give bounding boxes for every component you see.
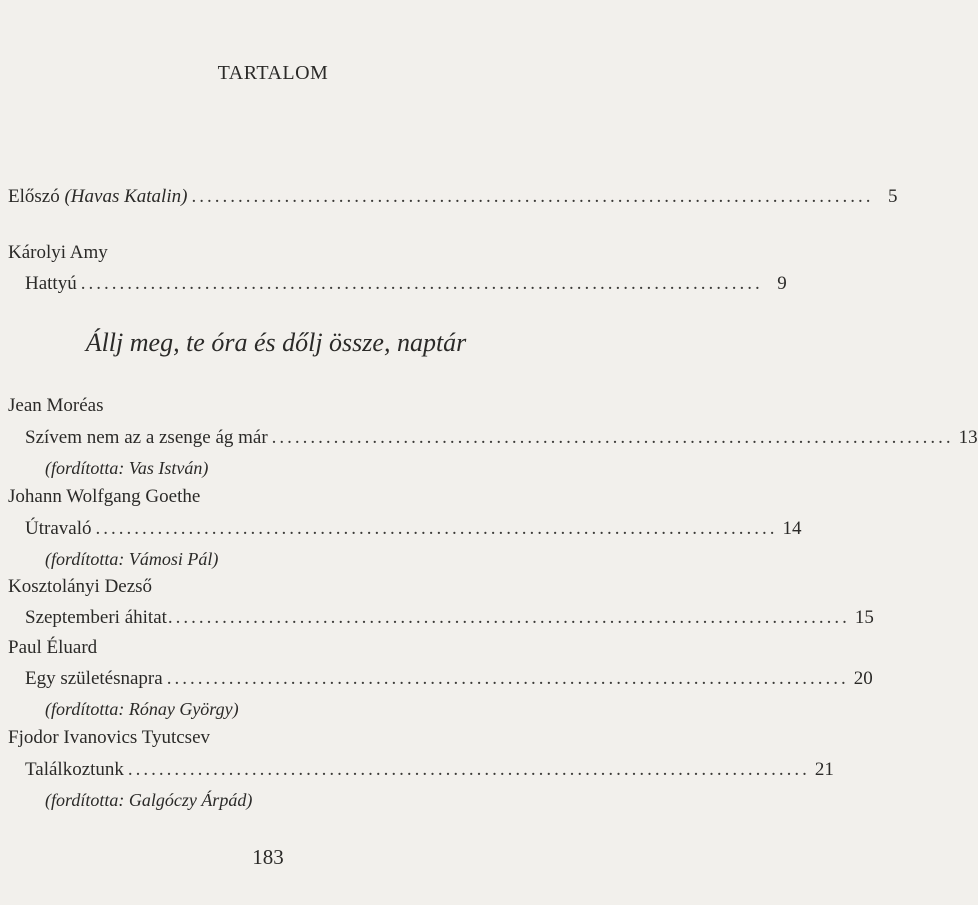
toc-entry-label: [8, 185, 187, 209]
toc-poem-label: Szívem nem az a zsenge ág már: [25, 427, 268, 448]
toc-entry-poem: [25, 758, 834, 782]
toc-poem-label: Egy születésnapra: [25, 668, 163, 689]
toc-entry-poem: [25, 426, 978, 450]
foreword-label: Előszó: [8, 186, 60, 207]
page-ref: 20: [853, 668, 873, 689]
page-ref: 13: [958, 427, 978, 448]
toc-author: Paul Éluard: [8, 637, 98, 658]
dot-leader: ........................................................................................: [191, 186, 874, 207]
section-title: Állj meg, te óra és dőlj össze, naptár: [85, 328, 467, 357]
dot-leader: ........................................................................................: [95, 518, 778, 539]
page-ref: 9: [777, 273, 787, 294]
page-number: 183: [252, 845, 284, 869]
toc-poem-label: Találkoztunk: [25, 759, 124, 780]
toc-entry-foreword: [8, 185, 898, 209]
page-ref: 15: [854, 607, 874, 628]
dot-leader: ........................................................................................: [167, 607, 850, 628]
toc-poem-label: Útravaló: [25, 518, 92, 539]
toc-author: Jean Moréas: [8, 395, 104, 416]
toc-entry-poem: [25, 517, 802, 541]
dot-leader: ........................................................................................: [127, 759, 810, 780]
toc-entry-poem: [25, 272, 787, 296]
toc-author: Kosztolányi Dezső: [8, 576, 153, 597]
toc-author: Johann Wolfgang Goethe: [8, 486, 201, 507]
toc-poem-label: Szeptemberi áhitat: [25, 607, 167, 628]
dot-leader: ........................................................................................: [166, 668, 849, 689]
toc-poem-label: Hattyú: [25, 273, 77, 294]
page-title: TARTALOM: [217, 62, 329, 84]
page-ref: 21: [814, 759, 834, 780]
page-ref: 5: [887, 186, 898, 207]
dot-leader: ........................................................................................: [80, 273, 763, 294]
toc-author: Fjodor Ivanovics Tyutcsev: [8, 727, 211, 748]
toc-entry-poem: [25, 667, 873, 691]
toc-translator: (fordította: Vámosi Pál): [45, 549, 219, 569]
toc-entry-poem: [25, 606, 874, 630]
page-ref: 14: [782, 518, 802, 539]
toc-author: Károlyi Amy: [8, 242, 108, 263]
foreword-author: (Havas Katalin): [64, 186, 188, 207]
toc-translator: (fordította: Rónay György): [45, 699, 239, 719]
toc-translator: (fordította: Galgóczy Árpád): [45, 790, 253, 810]
dot-leader: ........................................................................................: [271, 427, 954, 448]
toc-translator: (fordította: Vas István): [45, 458, 209, 478]
